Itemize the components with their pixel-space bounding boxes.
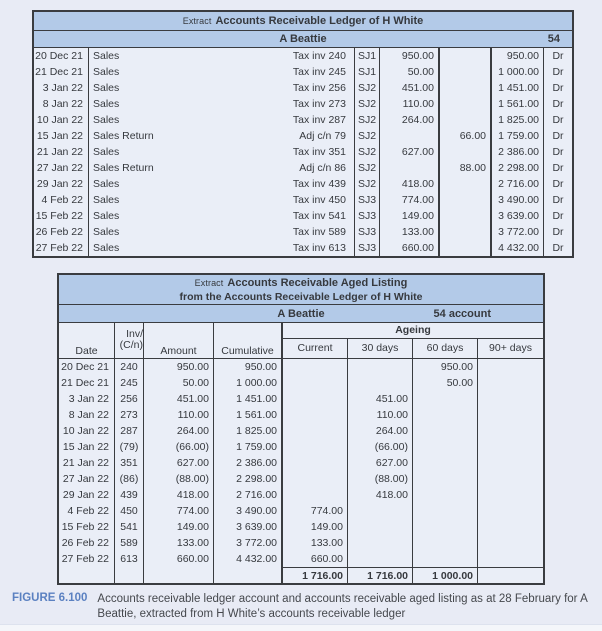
aged-inv-number: 240 <box>115 359 144 375</box>
aged-current: 149.00 <box>283 519 348 535</box>
ledger-credit <box>440 208 492 224</box>
ledger-credit: 88.00 <box>440 160 492 176</box>
ledger-drcr: Dr <box>552 178 564 190</box>
aged-30days <box>348 551 413 567</box>
ledger-balance: 950.00 <box>492 48 544 64</box>
aged-amount: 660.00 <box>144 551 214 567</box>
ledger-debit <box>380 128 440 144</box>
ledger-drcr: Dr <box>552 210 564 222</box>
aged-account-band <box>59 305 543 323</box>
ledger-details <box>89 80 355 96</box>
col-header-inv-cn <box>115 323 144 358</box>
aged-current <box>283 359 348 375</box>
ledger-drcr: Dr <box>552 146 564 158</box>
ledger-folio: SJ3 <box>355 240 380 256</box>
ledger-credit: 66.00 <box>440 128 492 144</box>
col-header-ageing: Ageing <box>283 323 543 339</box>
ledger-title-band <box>34 12 572 31</box>
ledger-folio: SJ2 <box>355 112 380 128</box>
ledger-date: 15 Feb 22 <box>34 208 89 224</box>
col-header-60days: 60 days <box>413 339 478 358</box>
ledger-balance: 4 432.00 <box>492 240 544 256</box>
ledger-debit: 50.00 <box>380 64 440 80</box>
ledger-debit: 660.00 <box>380 240 440 256</box>
ledger-details-text: Sales <box>93 226 120 238</box>
ledger-balance: 1 759.00 <box>492 128 544 144</box>
ledger-balance: 1 451.00 <box>492 80 544 96</box>
ledger-balance: 2 386.00 <box>492 144 544 160</box>
ledger-details-text: Sales Return <box>93 130 154 142</box>
ledger-balance: 1 825.00 <box>492 112 544 128</box>
figure-number: FIGURE 6.100 <box>12 592 88 604</box>
ledger-date: 26 Feb 22 <box>34 224 89 240</box>
aged-amount: 451.00 <box>144 391 214 407</box>
ledger-folio: SJ1 <box>355 48 380 64</box>
aged-row <box>59 503 543 519</box>
ledger-row <box>34 208 572 224</box>
aged-amount: 264.00 <box>144 423 214 439</box>
ledger-account-band <box>34 31 572 48</box>
ledger-credit <box>440 80 492 96</box>
aged-row <box>59 439 543 455</box>
ledger-folio: SJ2 <box>355 176 380 192</box>
ledger-row <box>34 224 572 240</box>
aged-90days <box>478 359 543 375</box>
ledger-credit <box>440 144 492 160</box>
col-header-30days: 30 days <box>348 339 413 358</box>
ledger-drcr: Dr <box>552 66 564 78</box>
ledger-details <box>89 128 355 144</box>
ledger-credit <box>440 240 492 256</box>
ledger-details-text: Sales <box>93 210 120 222</box>
ledger-debit: 133.00 <box>380 224 440 240</box>
aged-date: 8 Jan 22 <box>59 407 115 423</box>
aged-60days <box>413 455 478 471</box>
ledger-balance: 1 561.00 <box>492 96 544 112</box>
ledger-row <box>34 112 572 128</box>
aged-90days <box>478 487 543 503</box>
ledger-date: 27 Feb 22 <box>34 240 89 256</box>
aged-inv-number: 613 <box>115 551 144 567</box>
ar-ledger-table <box>32 10 574 258</box>
aged-column-headers <box>59 323 543 359</box>
aged-amount: 149.00 <box>144 519 214 535</box>
ledger-folio: SJ3 <box>355 192 380 208</box>
aged-title-band <box>59 275 543 305</box>
ledger-extract-label: Extract <box>182 16 212 26</box>
aged-amount: 627.00 <box>144 455 214 471</box>
col-header-inv-line1: Inv/ <box>126 328 143 340</box>
ledger-reference: Tax inv 613 <box>292 242 346 254</box>
aged-cumulative: 3 639.00 <box>214 519 283 535</box>
aged-90days <box>478 471 543 487</box>
aged-date: 21 Jan 22 <box>59 455 115 471</box>
aged-current <box>283 471 348 487</box>
ledger-credit <box>440 112 492 128</box>
aged-extract-label: Extract <box>194 277 224 288</box>
aged-date: 20 Dec 21 <box>59 359 115 375</box>
aged-cumulative: 1 561.00 <box>214 407 283 423</box>
ledger-row <box>34 64 572 80</box>
ledger-details-text: Sales <box>93 98 120 110</box>
ledger-drcr: Dr <box>552 130 564 142</box>
ledger-row <box>34 128 572 144</box>
aged-cumulative: 2 716.00 <box>214 487 283 503</box>
aged-row <box>59 535 543 551</box>
aged-account-label: 54 account <box>433 307 491 320</box>
ledger-folio: SJ2 <box>355 128 380 144</box>
ledger-date: 21 Jan 22 <box>34 144 89 160</box>
ledger-details <box>89 112 355 128</box>
aged-date: 15 Jan 22 <box>59 439 115 455</box>
figure-caption-text: Accounts receivable ledger account and accounts receivable aged listing as at 28 February for A Beattie, extracted from H White’s accounts receivable ledger <box>97 593 588 620</box>
ledger-balance: 2 716.00 <box>492 176 544 192</box>
ledger-account-name: A Beattie <box>279 33 327 45</box>
aged-30days: (88.00) <box>348 471 413 487</box>
aged-inv-number: (79) <box>115 439 144 455</box>
aged-30days: 627.00 <box>348 455 413 471</box>
ledger-details-text: Sales <box>93 114 120 126</box>
aged-title-line <box>195 276 408 290</box>
ledger-folio: SJ3 <box>355 208 380 224</box>
aged-90days <box>478 503 543 519</box>
ledger-date: 27 Jan 22 <box>34 160 89 176</box>
ledger-drcr: Dr <box>552 98 564 110</box>
aged-date: 26 Feb 22 <box>59 535 115 551</box>
ledger-drcr: Dr <box>552 226 564 238</box>
aged-30days: (66.00) <box>348 439 413 455</box>
aged-current <box>283 439 348 455</box>
ledger-drcr: Dr <box>552 242 564 254</box>
aged-body <box>59 359 543 583</box>
aged-row <box>59 391 543 407</box>
aged-current <box>283 487 348 503</box>
aged-inv-number: 439 <box>115 487 144 503</box>
ledger-folio: SJ2 <box>355 160 380 176</box>
aged-90days <box>478 551 543 567</box>
ledger-row <box>34 48 572 64</box>
ledger-details-text: Sales <box>93 178 120 190</box>
col-header-cumulative: Cumulative <box>214 323 283 358</box>
aged-inv-number: 589 <box>115 535 144 551</box>
aged-subtitle: from the Accounts Receivable Ledger of H White <box>179 290 423 303</box>
aged-30days: 110.00 <box>348 407 413 423</box>
ledger-row <box>34 240 572 256</box>
ledger-details <box>89 160 355 176</box>
aged-amount: 50.00 <box>144 375 214 391</box>
ledger-reference: Adj c/n 86 <box>299 162 346 174</box>
aged-60days: 50.00 <box>413 375 478 391</box>
ledger-details-text: Sales Return <box>93 162 154 174</box>
aged-amount <box>144 567 214 583</box>
aged-amount: 774.00 <box>144 503 214 519</box>
aged-60days <box>413 519 478 535</box>
col-header-90days: 90+ days <box>489 342 532 354</box>
aged-90days <box>478 519 543 535</box>
ledger-reference: Tax inv 287 <box>292 114 346 126</box>
aged-total-90days <box>478 567 543 583</box>
ledger-reference: Tax inv 351 <box>292 146 346 158</box>
aged-current: 774.00 <box>283 503 348 519</box>
ledger-credit <box>440 64 492 80</box>
ledger-debit: 149.00 <box>380 208 440 224</box>
aged-current <box>283 375 348 391</box>
col-header-amount: Amount <box>144 323 214 358</box>
aged-cumulative <box>214 567 283 583</box>
ledger-reference: Tax inv 256 <box>292 82 346 94</box>
ledger-date: 20 Dec 21 <box>34 48 89 64</box>
aged-row <box>59 487 543 503</box>
aged-30days <box>348 359 413 375</box>
ledger-balance: 3 490.00 <box>492 192 544 208</box>
ledger-details <box>89 192 355 208</box>
aged-date: 21 Dec 21 <box>59 375 115 391</box>
aged-90days <box>478 455 543 471</box>
ledger-debit: 774.00 <box>380 192 440 208</box>
aged-inv-number: (86) <box>115 471 144 487</box>
aged-inv-number: 287 <box>115 423 144 439</box>
col-header-current: Current <box>283 339 348 358</box>
aged-date: 10 Jan 22 <box>59 423 115 439</box>
aged-60days <box>413 407 478 423</box>
aged-totals-row <box>59 567 543 583</box>
aged-60days <box>413 551 478 567</box>
ledger-debit: 627.00 <box>380 144 440 160</box>
ledger-details <box>89 96 355 112</box>
aged-60days <box>413 503 478 519</box>
aged-inv-number <box>115 567 144 583</box>
ledger-balance: 3 772.00 <box>492 224 544 240</box>
aged-current: 133.00 <box>283 535 348 551</box>
aged-total-60days: 1 000.00 <box>413 567 478 583</box>
ledger-body <box>34 48 572 256</box>
ledger-debit: 264.00 <box>380 112 440 128</box>
aged-amount: 950.00 <box>144 359 214 375</box>
ledger-row <box>34 144 572 160</box>
aged-60days <box>413 439 478 455</box>
aged-60days <box>413 391 478 407</box>
aged-60days <box>413 471 478 487</box>
ledger-credit <box>440 224 492 240</box>
aged-row <box>59 359 543 375</box>
aged-inv-number: 541 <box>115 519 144 535</box>
aged-inv-number: 450 <box>115 503 144 519</box>
ledger-reference: Tax inv 450 <box>292 194 346 206</box>
ledger-title: Accounts Receivable Ledger of H White <box>215 15 424 27</box>
aged-date: 27 Jan 22 <box>59 471 115 487</box>
aged-date: 4 Feb 22 <box>59 503 115 519</box>
aged-account-name: A Beattie <box>277 307 325 320</box>
aged-cumulative: 950.00 <box>214 359 283 375</box>
ledger-reference: Tax inv 589 <box>292 226 346 238</box>
ledger-credit <box>440 48 492 64</box>
ledger-reference: Tax inv 273 <box>292 98 346 110</box>
aged-total-current: 1 716.00 <box>283 567 348 583</box>
ledger-drcr: Dr <box>552 114 564 126</box>
aged-inv-number: 245 <box>115 375 144 391</box>
aged-inv-number: 256 <box>115 391 144 407</box>
aged-90days <box>478 423 543 439</box>
ledger-details <box>89 208 355 224</box>
ledger-details <box>89 48 355 64</box>
ledger-reference: Tax inv 245 <box>292 66 346 78</box>
aged-date: 29 Jan 22 <box>59 487 115 503</box>
aged-amount: 133.00 <box>144 535 214 551</box>
ledger-debit: 451.00 <box>380 80 440 96</box>
ledger-date: 3 Jan 22 <box>34 80 89 96</box>
aged-30days: 451.00 <box>348 391 413 407</box>
aged-60days <box>413 535 478 551</box>
aged-date: 3 Jan 22 <box>59 391 115 407</box>
ar-aged-listing-table <box>57 273 545 585</box>
aged-cumulative: 1 451.00 <box>214 391 283 407</box>
aged-90days <box>478 391 543 407</box>
ledger-date: 4 Feb 22 <box>34 192 89 208</box>
ledger-balance: 3 639.00 <box>492 208 544 224</box>
ledger-reference: Tax inv 439 <box>292 178 346 190</box>
aged-cumulative: 3 490.00 <box>214 503 283 519</box>
aged-30days <box>348 535 413 551</box>
aged-date: 27 Feb 22 <box>59 551 115 567</box>
aged-row <box>59 455 543 471</box>
ledger-credit <box>440 176 492 192</box>
ledger-date: 10 Jan 22 <box>34 112 89 128</box>
ledger-date: 21 Dec 21 <box>34 64 89 80</box>
aged-date: 15 Feb 22 <box>59 519 115 535</box>
ledger-drcr: Dr <box>552 82 564 94</box>
aged-current <box>283 455 348 471</box>
ledger-row <box>34 192 572 208</box>
aged-inv-number: 273 <box>115 407 144 423</box>
ledger-account-number: 54 <box>547 33 560 45</box>
ledger-details-text: Sales <box>93 66 120 78</box>
ledger-date: 8 Jan 22 <box>34 96 89 112</box>
ledger-credit <box>440 96 492 112</box>
aged-amount: (88.00) <box>144 471 214 487</box>
ledger-row <box>34 80 572 96</box>
aged-current <box>283 423 348 439</box>
ledger-details <box>89 240 355 256</box>
ledger-drcr: Dr <box>552 50 564 62</box>
aged-60days <box>413 423 478 439</box>
aged-90days <box>478 535 543 551</box>
ledger-date: 29 Jan 22 <box>34 176 89 192</box>
ledger-details-text: Sales <box>93 242 120 254</box>
aged-90days <box>478 439 543 455</box>
aged-30days <box>348 375 413 391</box>
aged-date <box>59 567 115 583</box>
ledger-drcr: Dr <box>552 194 564 206</box>
aged-row <box>59 471 543 487</box>
col-header-inv-line2: (C/n) <box>119 339 143 351</box>
ledger-balance: 1 000.00 <box>492 64 544 80</box>
ledger-credit <box>440 192 492 208</box>
ledger-drcr: Dr <box>552 162 564 174</box>
aged-title: Accounts Receivable Aged Listing <box>227 276 408 289</box>
aged-cumulative: 4 432.00 <box>214 551 283 567</box>
ledger-folio: SJ1 <box>355 64 380 80</box>
ledger-details-text: Sales <box>93 50 120 62</box>
ledger-details-text: Sales <box>93 194 120 206</box>
aged-row <box>59 375 543 391</box>
ledger-folio: SJ2 <box>355 144 380 160</box>
aged-60days: 950.00 <box>413 359 478 375</box>
aged-current <box>283 391 348 407</box>
ledger-folio: SJ3 <box>355 224 380 240</box>
page-bottom-strip <box>0 624 602 631</box>
aged-cumulative: 2 298.00 <box>214 471 283 487</box>
aged-row <box>59 551 543 567</box>
ledger-reference: Tax inv 240 <box>292 50 346 62</box>
aged-amount: 110.00 <box>144 407 214 423</box>
ledger-debit: 110.00 <box>380 96 440 112</box>
aged-cumulative: 1 825.00 <box>214 423 283 439</box>
aged-current <box>283 407 348 423</box>
col-header-date: Date <box>59 323 115 358</box>
aged-30days: 418.00 <box>348 487 413 503</box>
ledger-balance: 2 298.00 <box>492 160 544 176</box>
ledger-details <box>89 144 355 160</box>
figure-caption <box>12 592 596 621</box>
aged-row <box>59 423 543 439</box>
ledger-debit <box>380 160 440 176</box>
ledger-details <box>89 224 355 240</box>
aged-amount: 418.00 <box>144 487 214 503</box>
ledger-debit: 418.00 <box>380 176 440 192</box>
ledger-reference: Adj c/n 79 <box>299 130 346 142</box>
aged-30days: 264.00 <box>348 423 413 439</box>
ledger-debit: 950.00 <box>380 48 440 64</box>
aged-90days <box>478 375 543 391</box>
ledger-details-text: Sales <box>93 82 120 94</box>
ledger-details <box>89 64 355 80</box>
ledger-folio: SJ2 <box>355 96 380 112</box>
ledger-row <box>34 176 572 192</box>
aged-cumulative: 2 386.00 <box>214 455 283 471</box>
aged-row <box>59 407 543 423</box>
aged-90days <box>478 407 543 423</box>
aged-row <box>59 519 543 535</box>
aged-30days <box>348 519 413 535</box>
ledger-date: 15 Jan 22 <box>34 128 89 144</box>
aged-30days <box>348 503 413 519</box>
aged-cumulative: 3 772.00 <box>214 535 283 551</box>
aged-cumulative: 1 000.00 <box>214 375 283 391</box>
ledger-reference: Tax inv 541 <box>292 210 346 222</box>
aged-60days <box>413 487 478 503</box>
aged-cumulative: 1 759.00 <box>214 439 283 455</box>
ledger-folio: SJ2 <box>355 80 380 96</box>
ledger-row <box>34 160 572 176</box>
ledger-row <box>34 96 572 112</box>
ledger-details <box>89 176 355 192</box>
aged-current: 660.00 <box>283 551 348 567</box>
aged-inv-number: 351 <box>115 455 144 471</box>
ledger-details-text: Sales <box>93 146 120 158</box>
aged-amount: (66.00) <box>144 439 214 455</box>
aged-total-30days: 1 716.00 <box>348 567 413 583</box>
